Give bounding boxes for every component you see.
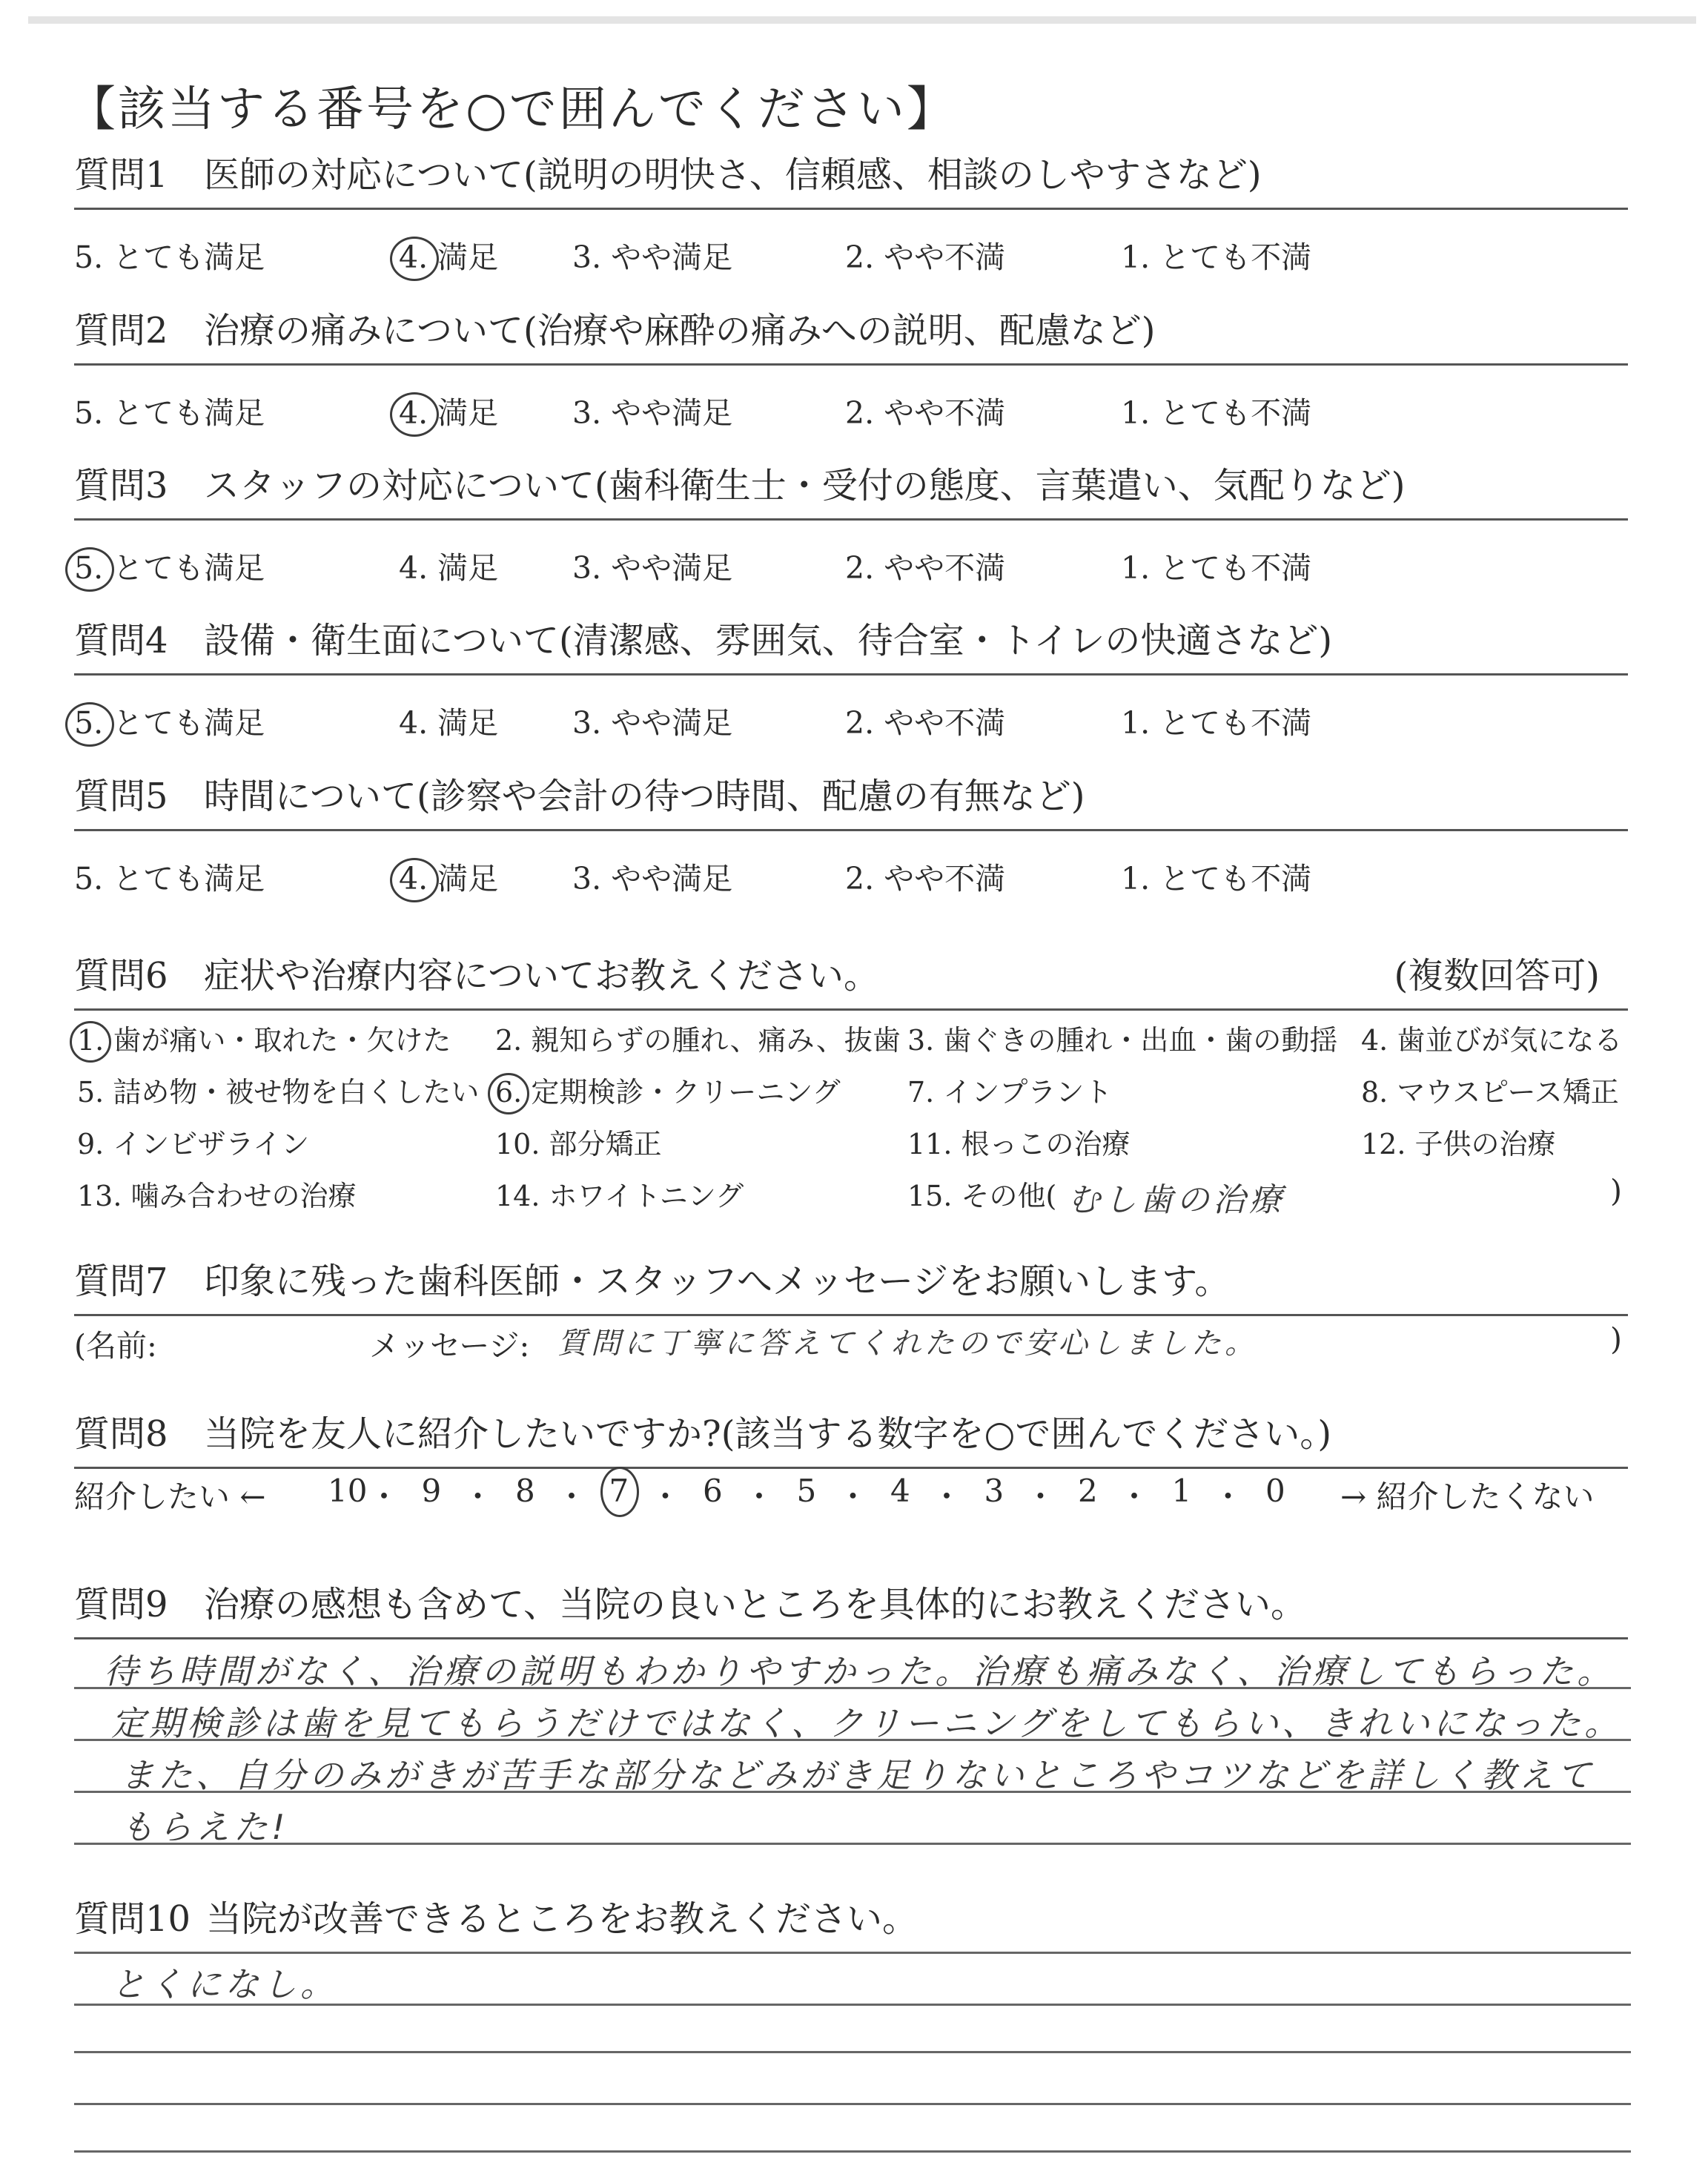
question-text: 印象に残った歯科医師・スタッフへメッセージをお願いします。	[204, 1261, 1231, 1302]
option-number: 4.	[399, 861, 428, 896]
option-label: やや不満	[874, 395, 1006, 431]
option-label: とても不満	[1150, 550, 1312, 586]
option-4[interactable]	[399, 389, 498, 432]
option-number: 2.	[845, 395, 875, 431]
score-5[interactable]: 5	[796, 1473, 817, 1509]
treatment-option-15[interactable]	[907, 1173, 1056, 1214]
treatment-option-6[interactable]	[495, 1069, 841, 1110]
option-number: 4.	[1361, 1024, 1388, 1057]
option-label: やや不満	[874, 861, 1006, 896]
scale-separator: ・	[837, 1479, 869, 1515]
option-5[interactable]	[74, 854, 265, 898]
option-label: その他(	[952, 1180, 1057, 1212]
option-label: 歯が痛い・取れた・欠けた	[104, 1024, 451, 1057]
page-top-edge	[28, 16, 1696, 24]
option-label: やや満足	[601, 395, 733, 431]
option-label: インビザライン	[104, 1128, 310, 1160]
option-label: 歯ぐきの腫れ・出血・歯の動揺	[934, 1024, 1338, 1057]
option-number: 14.	[495, 1180, 540, 1212]
scale-separator: ・	[649, 1479, 681, 1515]
question-number: 質問4	[74, 620, 168, 661]
other-close-paren: )	[1610, 1173, 1622, 1209]
question-text: 設備・衛生面について(清潔感、雰囲気、待合室・トイレの快適さなど)	[204, 620, 1333, 661]
option-2[interactable]	[845, 698, 1005, 742]
other-treatment-text: むし歯の治療	[1068, 1181, 1285, 1219]
score-2[interactable]: 2	[1078, 1473, 1098, 1509]
option-label: 満足	[428, 240, 499, 275]
option-label: とても不満	[1150, 861, 1312, 896]
treatment-option-8[interactable]	[1361, 1069, 1619, 1110]
message-close-paren: )	[1610, 1321, 1622, 1357]
q9-answer-line-3: また、自分のみがきが苦手な部分などみがき足りないところやコツなどを詳しく教えて	[120, 1755, 1595, 1795]
answer-line	[74, 1952, 1631, 1954]
q9-answer-line-4: もらえた!	[120, 1807, 289, 1847]
score-6[interactable]: 6	[703, 1473, 723, 1509]
option-5[interactable]	[74, 544, 265, 587]
question-number: 質問1	[74, 154, 168, 196]
option-3[interactable]	[572, 854, 732, 898]
treatment-option-3[interactable]	[907, 1017, 1337, 1058]
option-number: 10.	[495, 1128, 540, 1160]
answer-line	[74, 2051, 1631, 2053]
option-number: 6.	[495, 1076, 522, 1109]
question-number: 質問9	[74, 1584, 168, 1625]
recommend-scale	[74, 1473, 1631, 1517]
treatment-option-5[interactable]	[77, 1069, 479, 1110]
option-number: 4.	[399, 550, 428, 586]
option-3[interactable]	[572, 389, 732, 432]
option-number: 5.	[74, 705, 103, 741]
option-label: とても満足	[103, 550, 265, 586]
option-number: 1.	[1121, 861, 1151, 896]
question-7-header	[74, 1261, 1628, 1316]
score-0[interactable]: 0	[1265, 1473, 1285, 1509]
question-text: 当院が改善できるところをお教えください。	[206, 1898, 918, 1940]
question-text: 治療の感想も含めて、当院の良いところを具体的にお教えください。	[204, 1584, 1307, 1625]
option-number: 9.	[77, 1128, 105, 1160]
question-text: 時間について(診察や会計の待つ時間、配慮の有無など)	[204, 776, 1085, 817]
multiple-answer-note: (複数回答可)	[1394, 955, 1600, 997]
scale-separator: ・	[462, 1479, 494, 1515]
option-number: 12.	[1361, 1128, 1406, 1160]
option-label: やや不満	[874, 240, 1006, 275]
question-text: スタッフの対応について(歯科衛生士・受付の態度、言葉遣い、気配りなど)	[204, 465, 1406, 506]
option-3[interactable]	[572, 544, 732, 587]
question-4-header	[74, 620, 1628, 676]
option-number: 8.	[1361, 1076, 1388, 1109]
option-label: とても満足	[103, 705, 265, 741]
question-10-header	[74, 1898, 1628, 1952]
question-6-header	[74, 955, 1628, 1011]
option-2[interactable]	[845, 389, 1005, 432]
option-3[interactable]	[572, 698, 732, 742]
scale-separator: ・	[931, 1479, 963, 1515]
treatment-option-13[interactable]	[77, 1173, 357, 1214]
option-number: 5.	[74, 240, 104, 275]
option-4[interactable]	[399, 233, 498, 277]
recommend-right-label: → 紹介したくない	[1340, 1479, 1595, 1515]
scale-separator: ・	[1212, 1479, 1244, 1515]
message-text: 質問に丁寧に答えてくれたので安心しました。	[557, 1327, 1258, 1361]
score-1[interactable]: 1	[1171, 1473, 1192, 1509]
score-9[interactable]: 9	[421, 1473, 442, 1509]
question-5-options	[74, 854, 1631, 899]
option-number: 3.	[907, 1024, 935, 1057]
option-1[interactable]	[1121, 544, 1311, 587]
option-1[interactable]	[1121, 233, 1311, 277]
answer-line	[74, 1843, 1631, 1845]
q9-answer-line-1: 待ち時間がなく、治療の説明もわかりやすかった。治療も痛みなく、治療してもらった。	[104, 1651, 1615, 1691]
option-label: 子供の治療	[1406, 1128, 1556, 1160]
option-number: 3.	[572, 395, 602, 431]
scale-separator: ・	[1025, 1479, 1056, 1515]
option-label: 噛み合わせの治療	[122, 1180, 357, 1212]
option-1[interactable]	[1121, 854, 1311, 898]
option-label: とても満足	[103, 395, 265, 431]
option-label: とても満足	[103, 240, 265, 275]
option-number: 5.	[74, 861, 104, 896]
option-label: ホワイトニング	[540, 1180, 744, 1212]
question-text: 医師の対応について(説明の明快さ、信頼感、相談のしやすさなど)	[204, 154, 1262, 196]
question-number: 質問2	[74, 310, 168, 351]
option-label: やや満足	[601, 550, 733, 586]
page-heading: 【該当する番号を○で囲んでください】	[68, 82, 956, 137]
option-number: 4.	[399, 705, 428, 741]
question-number: 質問10	[74, 1898, 191, 1940]
question-2-header	[74, 310, 1628, 366]
question-9-header	[74, 1584, 1628, 1639]
option-number: 1.	[1121, 395, 1151, 431]
option-number: 2.	[495, 1024, 523, 1057]
option-number: 1.	[1121, 705, 1151, 741]
option-number: 5.	[74, 395, 104, 431]
answer-line	[74, 2150, 1631, 2153]
option-number: 4.	[399, 395, 428, 431]
treatment-option-12[interactable]	[1361, 1121, 1556, 1162]
option-4[interactable]	[399, 854, 498, 898]
q10-answer: とくになし。	[111, 1964, 338, 2004]
question-text: 治療の痛みについて(治療や麻酔の痛みへの説明、配慮など)	[204, 310, 1156, 351]
option-label: マウスピース矯正	[1388, 1076, 1619, 1109]
question-8-header	[74, 1413, 1628, 1469]
option-label: やや満足	[601, 240, 733, 275]
option-label: やや満足	[601, 861, 733, 896]
option-label: やや満足	[601, 705, 733, 741]
option-number: 2.	[845, 240, 875, 275]
message-label: メッセージ:	[369, 1328, 530, 1364]
option-label: 歯並びが気になる	[1388, 1024, 1623, 1057]
treatment-option-14[interactable]	[495, 1173, 744, 1214]
option-label: とても不満	[1150, 705, 1312, 741]
option-5[interactable]	[74, 233, 265, 277]
option-1[interactable]	[1121, 389, 1311, 432]
question-number: 質問6	[74, 955, 168, 997]
option-5[interactable]	[74, 698, 265, 742]
option-label: とても満足	[103, 861, 265, 896]
option-label: 詰め物・被せ物を白くしたい	[104, 1076, 480, 1109]
score-4[interactable]: 4	[890, 1473, 910, 1509]
question-number: 質問8	[74, 1413, 168, 1455]
option-label: 根っこの治療	[952, 1128, 1131, 1160]
question-text: 症状や治療内容についてお教えください。	[204, 955, 880, 997]
option-number: 2.	[845, 861, 875, 896]
question-1-options	[74, 233, 1631, 277]
option-2[interactable]	[845, 233, 1005, 277]
treatment-option-7[interactable]	[907, 1069, 1112, 1110]
question-number: 質問5	[74, 776, 168, 817]
question-2-options	[74, 389, 1631, 433]
option-number: 1.	[77, 1024, 104, 1057]
treatment-option-11[interactable]	[907, 1121, 1131, 1162]
question-text: 当院を友人に紹介したいですか?(該当する数字を○で囲んでください。)	[204, 1413, 1332, 1455]
option-label: 満足	[428, 861, 499, 896]
question-4-options	[74, 698, 1631, 743]
option-label: とても不満	[1150, 395, 1312, 431]
option-label: 部分矯正	[540, 1128, 662, 1160]
selection-circle-icon	[600, 1467, 639, 1517]
q9-answer-line-2: 定期検診は歯を見てもらうだけではなく、クリーニングをしてもらい、きれいになった。	[111, 1703, 1623, 1743]
option-number: 3.	[572, 861, 602, 896]
option-number: 4.	[399, 240, 428, 275]
option-label: 満足	[428, 550, 499, 586]
treatment-option-10[interactable]	[495, 1121, 662, 1162]
option-label: 満足	[428, 705, 499, 741]
option-number: 13.	[77, 1180, 122, 1212]
treatment-option-4[interactable]	[1361, 1017, 1622, 1058]
option-number: 2.	[845, 705, 875, 741]
option-label: 満足	[428, 395, 499, 431]
option-label: 親知らずの腫れ、痛み、抜歯	[522, 1024, 901, 1057]
option-2[interactable]	[845, 544, 1005, 587]
option-label: とても不満	[1150, 240, 1312, 275]
option-4[interactable]	[399, 698, 498, 742]
score-10[interactable]: 10	[328, 1473, 368, 1509]
treatment-option-2[interactable]	[495, 1017, 901, 1058]
treatment-option-1[interactable]	[77, 1017, 451, 1058]
option-label: インプラント	[934, 1076, 1113, 1109]
option-label: やや不満	[874, 550, 1006, 586]
question-3-options	[74, 544, 1631, 588]
option-number: 5.	[74, 550, 103, 586]
option-number: 1.	[1121, 240, 1151, 275]
option-4[interactable]	[399, 544, 498, 587]
scale-separator: ・	[1119, 1479, 1151, 1515]
question-1-header	[74, 154, 1628, 210]
option-number: 3.	[572, 705, 602, 741]
question-number: 質問3	[74, 465, 168, 506]
option-2[interactable]	[845, 854, 1005, 898]
option-number: 3.	[572, 550, 602, 586]
recommend-left-label: 紹介したい ←	[74, 1479, 266, 1515]
option-5[interactable]	[74, 389, 265, 432]
scale-separator: ・	[556, 1479, 588, 1515]
option-number: 2.	[845, 550, 875, 586]
question-number: 質問7	[74, 1261, 168, 1302]
option-number: 5.	[77, 1076, 105, 1109]
answer-line	[74, 2103, 1631, 2105]
score-7[interactable]: 7	[609, 1473, 629, 1509]
option-label: 定期検診・クリーニング	[522, 1076, 841, 1109]
option-1[interactable]	[1121, 698, 1311, 742]
option-3[interactable]	[572, 233, 732, 277]
question-3-header	[74, 465, 1628, 521]
treatment-option-9[interactable]	[77, 1121, 309, 1162]
option-label: やや不満	[874, 705, 1006, 741]
option-number: 11.	[907, 1128, 953, 1160]
scale-separator: ・	[744, 1479, 775, 1515]
score-8[interactable]: 8	[515, 1473, 535, 1509]
question-5-header	[74, 776, 1628, 831]
score-3[interactable]: 3	[984, 1473, 1004, 1509]
scale-separator: ・	[368, 1479, 400, 1515]
option-number: 1.	[1121, 550, 1151, 586]
option-number: 7.	[907, 1076, 935, 1109]
name-label: (名前:	[74, 1328, 157, 1364]
option-number: 3.	[572, 240, 602, 275]
option-number: 15.	[907, 1180, 953, 1212]
